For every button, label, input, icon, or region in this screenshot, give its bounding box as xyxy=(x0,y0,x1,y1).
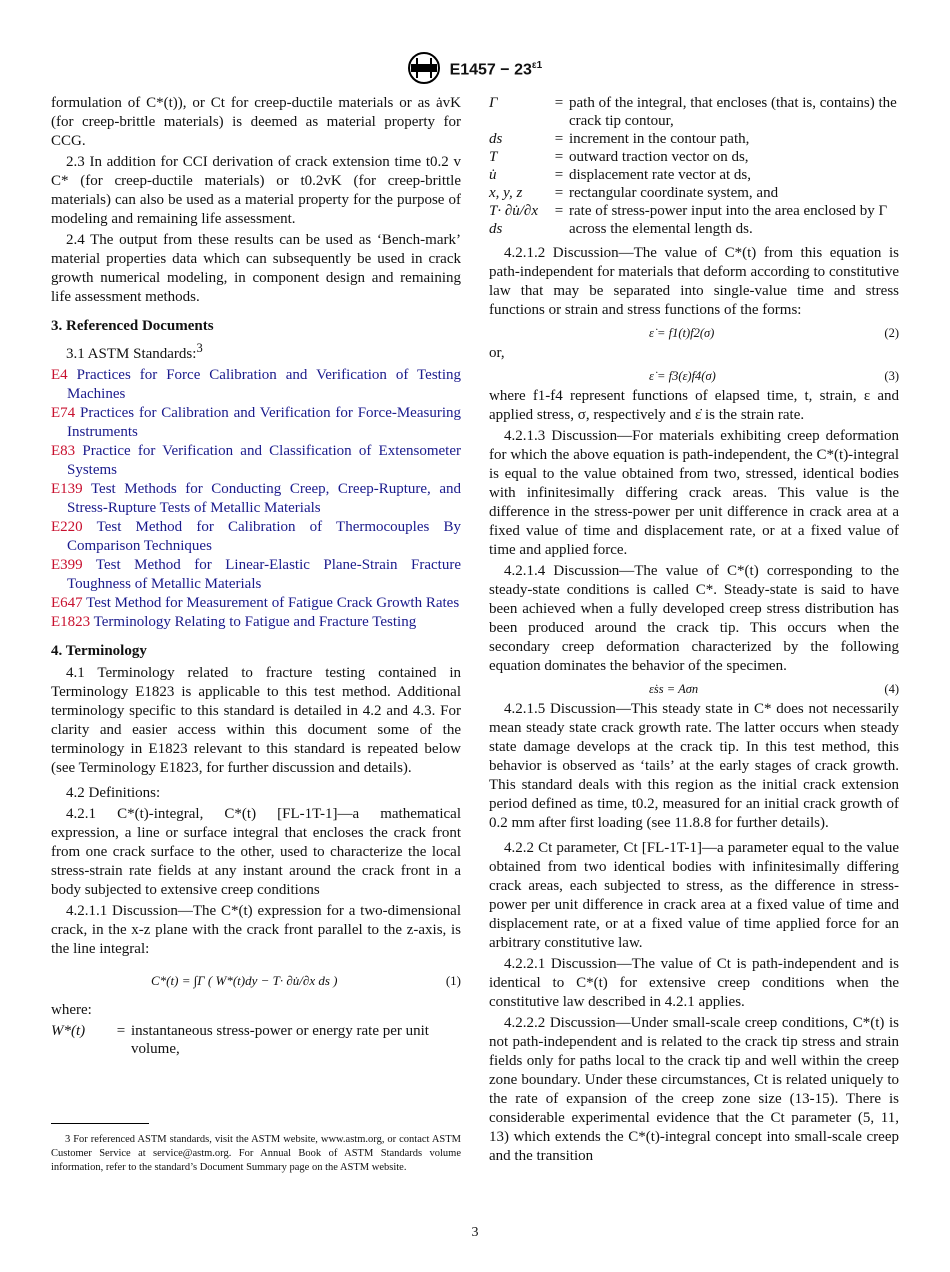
reference-code[interactable]: E83 xyxy=(51,443,76,459)
reference-title[interactable]: Test Methods for Conducting Creep, Creep-Rupture, and Stress-Rupture Tests of Metallic Materials xyxy=(67,481,461,516)
definition-w: W*(t) = instantaneous stress-power or energy rate per unit volume, xyxy=(51,1022,461,1058)
reference-title[interactable]: Test Method for Linear-Elastic Plane-Strain Fracture Toughness of Metallic Materials xyxy=(67,557,461,592)
symbol-definitions xyxy=(489,94,899,238)
document-designation: $E1457 - 23^{\varepsilon 1}$ xyxy=(449,60,543,79)
definition-eq: = xyxy=(554,95,564,111)
definition-row xyxy=(489,202,899,238)
equation-1 xyxy=(51,961,461,1001)
astm-logo-icon xyxy=(408,52,440,84)
equation-3-formula: ε̇ = f3(ε)f4(σ) xyxy=(649,369,716,383)
definition-row xyxy=(489,94,899,130)
definition-eq: = xyxy=(554,167,564,183)
section-3-heading: 3. Referenced Documents xyxy=(51,318,214,334)
footnote-3: 3 For referenced ASTM standards, visit the ASTM website, www.astm.org, or contact ASTM Customer Service at service@astm.org. For Annual Book of ASTM Standards volume information, refer to the standard’s Document Summary page on the ASTM website. xyxy=(51,1134,461,1173)
definition-sym: ds xyxy=(489,131,503,147)
paragraph-4-1: 4.1 Terminology related to fracture testing contained in Terminology E1823 is applicable to this test method. Additional terminology specific to this standard is detailed in 4.2 and 4.3. For clarity and easier access within this document some of the terminology in E1823 relevant to this standard is repeated below (see Terminology E1823, for further discussion and details). xyxy=(51,665,461,776)
paragraph-4-2-1: 4.2.1 C*(t)-integral, C*(t) [FL-1T-1]—a mathematical expression, a line or surface integral that encloses the crack front from one crack surface to the other, used to characterize the local stress-strain rate fields at any instant around the crack front in a body subjected to extensive creep conditions xyxy=(51,806,461,898)
paragraph-4-2-1-2: 4.2.1.2 Discussion—The value of C*(t) from this equation is path-independent for materials that deform according to constitutive law that may be separated into single-value time and stress functions or strain and stress functions of the forms: xyxy=(489,245,899,318)
section-4-heading: 4. Terminology xyxy=(51,643,147,659)
page-header xyxy=(0,52,950,84)
definition-def: displacement rate vector at ds, xyxy=(569,167,752,183)
page-number: 3 xyxy=(471,1225,479,1240)
equation-2-number: (2) xyxy=(884,326,899,340)
paragraph-4-2-2-2: 4.2.2.2 Discussion—Under small-scale creep conditions, C*(t) is not path-independent and is related to the crack tip stress and strain fields only for paths local to the crack tip and well within the creep zone boundary. Under these circumstances, Ct is related uniquely to the rate of expansion of the creep zone size (13-15). There is considerable experimental evidence that the Ct parameter (5, 11, 13) which extends the C*(t)-integral concept into small-scale creep and the transition xyxy=(489,1015,899,1164)
definition-row xyxy=(489,130,899,148)
reference-item[interactable] xyxy=(51,594,461,613)
definition-def: rate of stress-power input into the area enclosed by Γ across the elemental length ds. xyxy=(569,203,888,237)
equation-3 xyxy=(489,365,899,387)
reference-title[interactable]: Test Method for Calibration of Thermocouples By Comparison Techniques xyxy=(67,519,462,554)
equation-2 xyxy=(489,322,899,344)
reference-title[interactable]: Practices for Force Calibration and Verification of Testing Machines xyxy=(67,367,461,402)
paragraph-4-2-1-1: 4.2.1.1 Discussion—The C*(t) expression for a two-dimensional crack, in the x-z plane with the crack front parallel to the z-axis, is the line integral: xyxy=(51,903,461,957)
equation-4-number: (4) xyxy=(884,682,899,696)
reference-item[interactable] xyxy=(51,442,461,480)
definition-eq: = xyxy=(554,149,564,165)
reference-list xyxy=(51,366,461,632)
paragraph-4-2-1-4: 4.2.1.4 Discussion—The value of C*(t) corresponding to the steady-state conditions is called C*. Steady-state is said to have been achieved when a fully developed creep stress distribution has been produced around the crack tip. This occurs when the secondary creep deformation characterized by the following equation dominates the behavior of the specimen. xyxy=(489,563,899,674)
definition-row xyxy=(489,166,899,184)
paragraph-2-3: 2.3 In addition for CCI derivation of crack extension time t0.2 v C* (for creep-ductile materials) or t0.2vK (for creep-brittle materials) can also be used as a material property for the purpose of modeling and remaining life assessment. xyxy=(51,154,461,227)
definition-eq: = xyxy=(554,203,564,219)
equation-2-formula: ε̇ = f1(t)f2(σ) xyxy=(649,326,715,340)
reference-code[interactable]: E647 xyxy=(51,595,83,611)
definition-sym: x, y, z xyxy=(489,185,523,201)
definition-row xyxy=(489,184,899,202)
reference-item[interactable] xyxy=(51,404,461,442)
reference-title[interactable]: Practice for Verification and Classification of Extensometer Systems xyxy=(67,443,462,478)
reference-item[interactable] xyxy=(51,480,461,518)
subsection-3-1: 3.1 ASTM Standards:$^3$ xyxy=(66,341,203,362)
reference-title[interactable]: Test Method for Measurement of Fatigue Crack Growth Rates xyxy=(86,595,460,611)
equation-1-number: (1) xyxy=(445,973,461,988)
reference-item[interactable] xyxy=(51,556,461,594)
definition-sym: T xyxy=(489,149,498,165)
reference-item[interactable] xyxy=(51,518,461,556)
reference-code[interactable]: E220 xyxy=(51,519,83,535)
paragraph-function-definitions: where f1-f4 represent functions of elapsed time, t, strain, ε and applied stress, σ, respectively and ε̇ is the strain rate. xyxy=(489,388,899,423)
reference-code[interactable]: E139 xyxy=(51,481,83,497)
definition-eq: = xyxy=(554,131,564,147)
definition-row xyxy=(489,148,899,166)
definition-def: increment in the contour path, xyxy=(569,131,750,147)
reference-code[interactable]: E74 xyxy=(51,405,76,421)
reference-title[interactable]: Practices for Calibration and Verification for Force-Measuring Instruments xyxy=(67,405,461,440)
definition-w-text: instantaneous stress-power or energy rate per unit volume, xyxy=(131,1023,429,1057)
reference-item[interactable] xyxy=(51,613,461,632)
paragraph-continuation: formulation of C*(t)), or Ct for creep-ductile materials or as ȧvK (for creep-brittle materials) is deemed as material property for CCG. xyxy=(51,95,461,149)
reference-title[interactable]: Terminology Relating to Fatigue and Fracture Testing xyxy=(93,614,417,630)
or-label: or, xyxy=(489,345,505,361)
left-column xyxy=(51,94,461,1058)
reference-code[interactable]: E4 xyxy=(51,367,68,383)
paragraph-4-2-1-3: 4.2.1.3 Discussion—For materials exhibiting creep deformation for which the above equation is path-independent, the C*(t)-integral is equal to the value obtained from two, stressed, identical bodies with infinitesimally differing crack areas. This value is the difference in the stress-power per unit difference in crack area at a fixed value of time and displacement rate, or at a fixed value of time and applied force. xyxy=(489,428,899,558)
equation-3-number: (3) xyxy=(884,369,899,383)
symbol-w: W*(t) xyxy=(51,1023,86,1039)
equation-4 xyxy=(489,678,899,700)
definition-def: path of the integral, that encloses (that is, contains) the crack tip contour, xyxy=(569,95,897,129)
definition-sym: u̇ xyxy=(489,167,497,183)
equation-4-formula: ε̇ss = Aσn xyxy=(649,682,699,696)
paragraph-4-2-2-1: 4.2.2.1 Discussion—The value of Ct is path-independent and is identical to C*(t) for extensive creep conditions when the constitutive law described in 4.2.1 applies. xyxy=(489,956,899,1010)
paragraph-4-2: 4.2 Definitions: xyxy=(66,785,161,801)
definition-sym: T· ∂u̇/∂x ds xyxy=(489,203,538,237)
where-label: where: xyxy=(51,1002,92,1018)
paragraph-2-4: 2.4 The output from these results can be used as ‘Bench-mark’ material properties data which can subsequently be used in crack growth numerical modeling, in component design and remaining life assessment methods. xyxy=(51,232,461,305)
reference-code[interactable]: E399 xyxy=(51,557,83,573)
equation-1-formula: C*(t) = ∫Γ ( W*(t)dy − T· ∂u̇/∂x ds ) xyxy=(151,973,338,988)
definition-eq: = xyxy=(554,185,564,201)
footnote-rule xyxy=(51,1123,149,1124)
right-column xyxy=(489,94,899,1168)
paragraph-4-2-2: 4.2.2 Ct parameter, Ct [FL-1T-1]—a parameter equal to the value obtained from two identical bodies with infinitesimally differing crack areas, each subjected to stress, as the difference in stress-power per unit difference in crack area at a fixed value of time and displacement rate, or at a fixed value of time applied force for an arbitrary constitutive law. xyxy=(489,840,899,951)
reference-item[interactable] xyxy=(51,366,461,404)
paragraph-4-2-1-5: 4.2.1.5 Discussion—This steady state in C* does not necessarily mean steady state crack growth rate. The latter occurs when steady state damage develops at the crack tip. In this test method, this behavior is observed as ‘tails’ at the early stages of crack growth. This standard deals with this region as the initial crack extension period defined as time, t0.2, measured for an initial crack growth of 0.2 mm after first loading (see 11.8.8 for further details). xyxy=(489,701,899,831)
reference-code[interactable]: E1823 xyxy=(51,614,91,630)
definition-def: outward traction vector on ds, xyxy=(569,149,749,165)
definition-def: rectangular coordinate system, and xyxy=(569,185,779,201)
definition-sym: Γ xyxy=(489,95,498,111)
